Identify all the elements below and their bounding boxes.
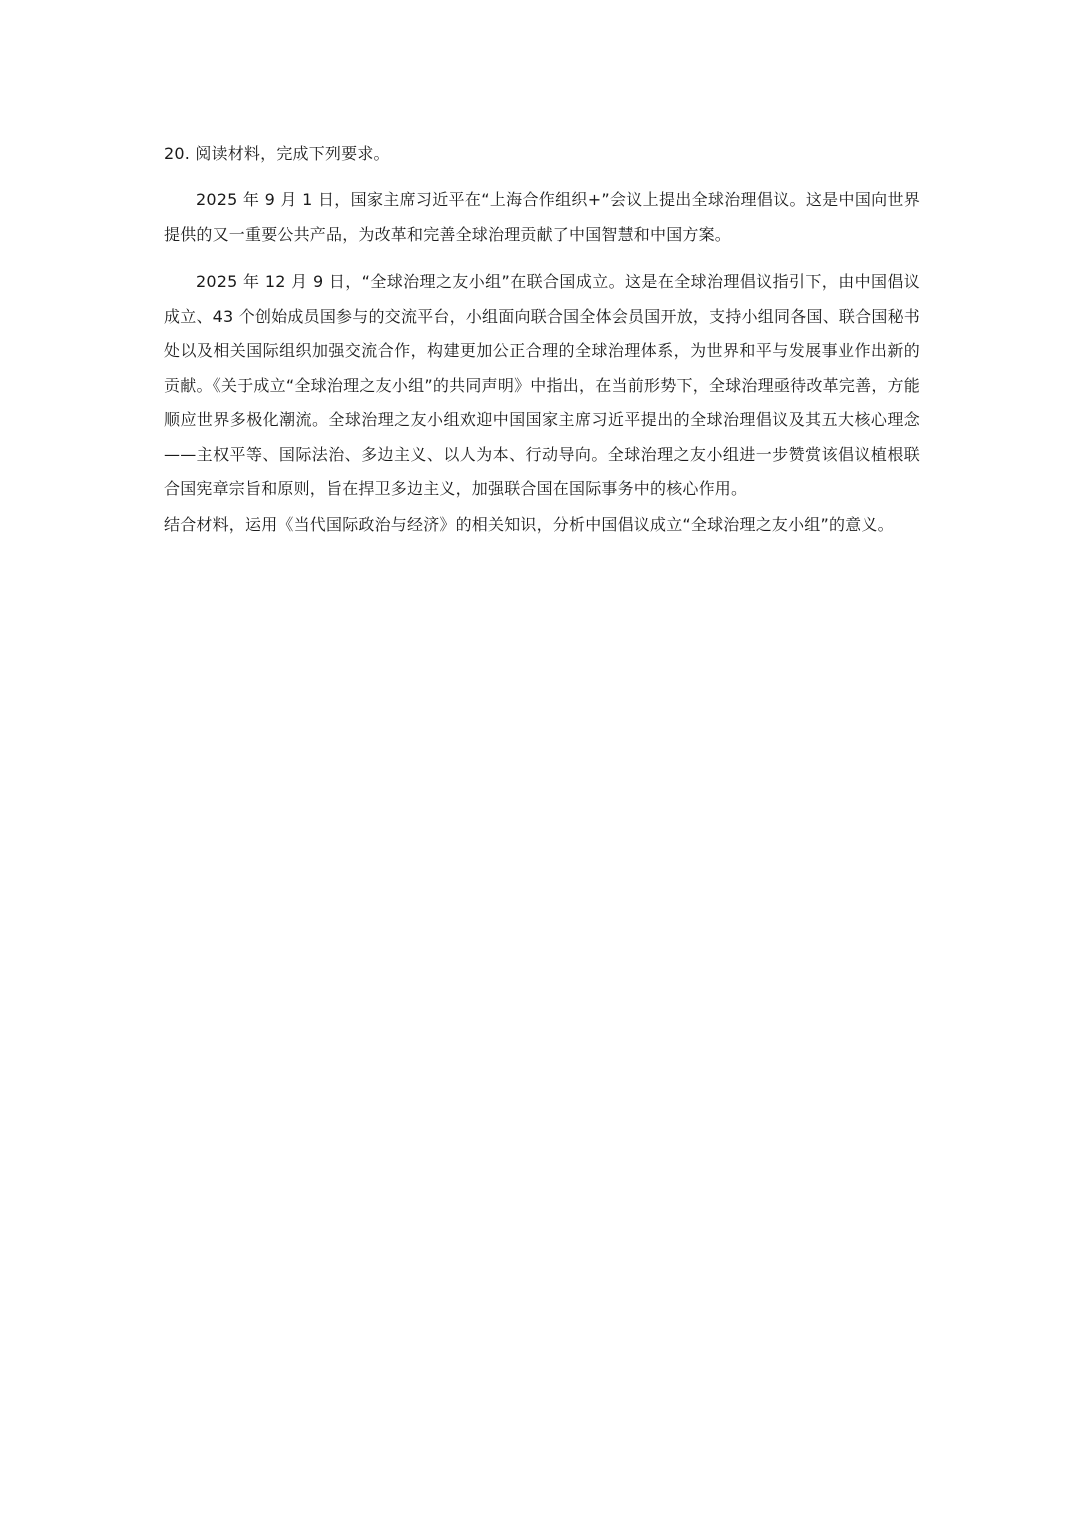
question-block bbox=[164, 138, 920, 541]
material-paragraph-2: 2025 年 12 月 9 日，“全球治理之友小组”在联合国成立。这是在全球治理倡议指引下，由中国倡议成立、43 个创始成员国参与的交流平台，小组面向联合国全体会员国开放，支持小组同各国、联合国秘书处以及相关国际组织加强交流合作，构建更加公正合理的全球治理体系，为世界和平与发展事业作出新的贡献。《关于成立“全球治理之友小组”的共同声明》中指出，在当前形势下，全球治理亟待改革完善，方能顺应世界多极化潮流。全球治理之友小组欢迎中国国家主席习近平提出的全球治理倡议及其五大核心理念——主权平等、国际法治、多边主义、以人为本、行动导向。全球治理之友小组进一步赞赏该倡议植根联合国宪章宗旨和原则，旨在捍卫多边主义，加强联合国在国际事务中的核心作用。 bbox=[164, 272, 920, 498]
question-task: 结合材料，运用《当代国际政治与经济》的相关知识，分析中国倡议成立“全球治理之友小组”的意义。 bbox=[164, 514, 894, 534]
material-paragraph-1: 2025 年 9 月 1 日，国家主席习近平在“上海合作组织+”会议上提出全球治理倡议。这是中国向世界提供的又一重要公共产品，为改革和完善全球治理贡献了中国智慧和中国方案。 bbox=[164, 190, 920, 244]
question-title: 20. 阅读材料，完成下列要求。 bbox=[164, 144, 390, 163]
